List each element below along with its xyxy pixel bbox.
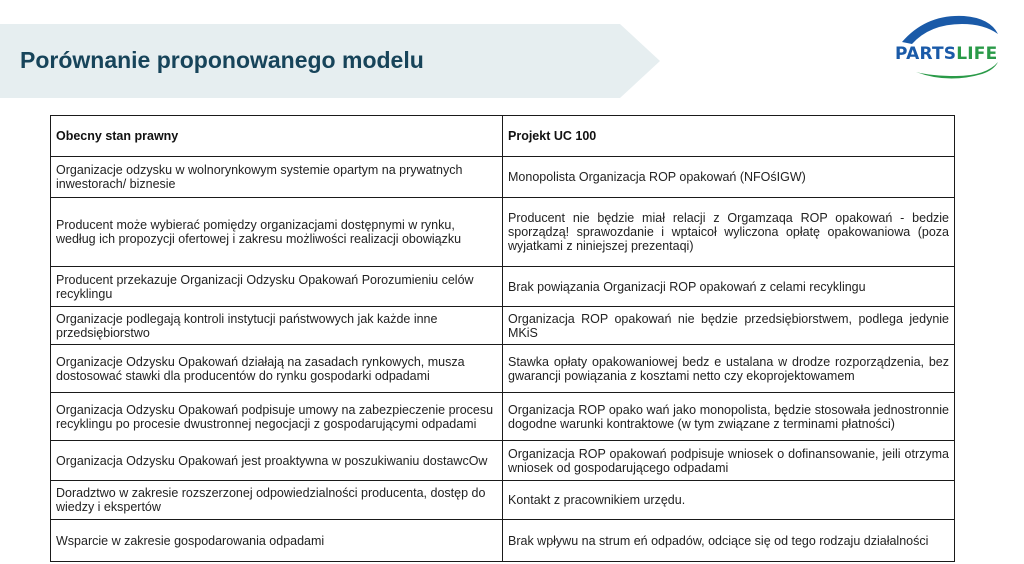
table-cell-project: Organizacja ROP opako wań jako monopolista, będzie stosowała jednostronnie dogodne warunki kontraktowe (w tym związane z terminami płatności) — [503, 393, 955, 441]
table-row — [51, 307, 955, 345]
table-row — [51, 267, 955, 307]
table-cell-project: Kontakt z pracownikiem urzędu. — [503, 481, 955, 520]
table-row — [51, 481, 955, 520]
table-cell-current: Wsparcie w zakresie gospodarowania odpadami — [51, 520, 503, 562]
table-cell-current: Organizacje Odzysku Opakowań działają na zasadach rynkowych, musza dostosować stawki dla producentów do rynku gospodarki odpadami — [51, 345, 503, 393]
comparison-table — [50, 115, 955, 562]
table-cell-current: Organizacje podlegają kontroli instytucji państwowych jak każde inne przedsiębiorstwo — [51, 307, 503, 345]
table-cell-project: Organizacja ROP opakowań nie będzie przedsiębiorstwem, podlega jedynie MKiS — [503, 307, 955, 345]
table-cell-project: Monopolista Organizacja ROP opakowań (NFOśIGW) — [503, 157, 955, 198]
table-cell-project: Organizacja ROP opakowań podpisuje wniosek o dofinansowanie, jeili otrzyma wniosek od gospodarującego odpadami — [503, 441, 955, 481]
table-row — [51, 198, 955, 267]
partslife-logo — [886, 12, 1002, 86]
table-row — [51, 345, 955, 393]
logo-wordmark — [895, 44, 997, 64]
table-row — [51, 520, 955, 562]
table-cell-current: Organizacja Odzysku Opakowań jest proaktywna w poszukiwaniu dostawcOw — [51, 441, 503, 481]
table-cell-project: Producent nie będzie miał relacji z Orgamzaqa ROP opakowań - bedzie sporządzą! sprawozdanie i wptaicoł wyliczona opłatę opakowaniowa (poza wyjatkami z niniejszej prezentaqi) — [503, 198, 955, 267]
table-cell-project: Stawka opłaty opakowaniowej bedz e ustalana w drodze rozporządzenia, bez gwarancji powiązania z kosztami netto czy ekoprojektowamem — [503, 345, 955, 393]
table-header-row — [51, 116, 955, 157]
table-row — [51, 157, 955, 198]
logo-text-parts: PARTS — [895, 44, 957, 64]
logo-text-life: LIFE — [956, 44, 998, 64]
table-row — [51, 441, 955, 481]
table-cell-current: Doradztwo w zakresie rozszerzonej odpowiedzialności producenta, dostęp do wiedzy i ekspertów — [51, 481, 503, 520]
page-title: Porównanie proponowanego modelu — [20, 47, 424, 73]
table-cell-project: Brak wpływu na strum eń odpadów, odciące się od tego rodzaju działalności — [503, 520, 955, 562]
table-cell-current: Producent przekazuje Organizacji Odzysku Opakowań Porozumieniu celów recyklingu — [51, 267, 503, 307]
table-row — [51, 393, 955, 441]
column-header-project-uc100: Projekt UC 100 — [503, 116, 955, 157]
table-cell-current: Producent może wybierać pomiędzy organizacjami dostępnymi w rynku, według ich propozycji ofertowej i zakresu możliwości realizacji obowiązku — [51, 198, 503, 267]
table-cell-project: Brak powiązania Organizacji ROP opakowań z celami recyklingu — [503, 267, 955, 307]
table-cell-current: Organizacje odzysku w wolnorynkowym systemie opartym na prywatnych inwestorach/ biznesie — [51, 157, 503, 198]
table-cell-current: Organizacja Odzysku Opakowań podpisuje umowy na zabezpieczenie procesu recyklingu po procesie dwustronnej negocjacji z gospodarującymi odpadami — [51, 393, 503, 441]
column-header-current-law: Obecny stan prawny — [51, 116, 503, 157]
